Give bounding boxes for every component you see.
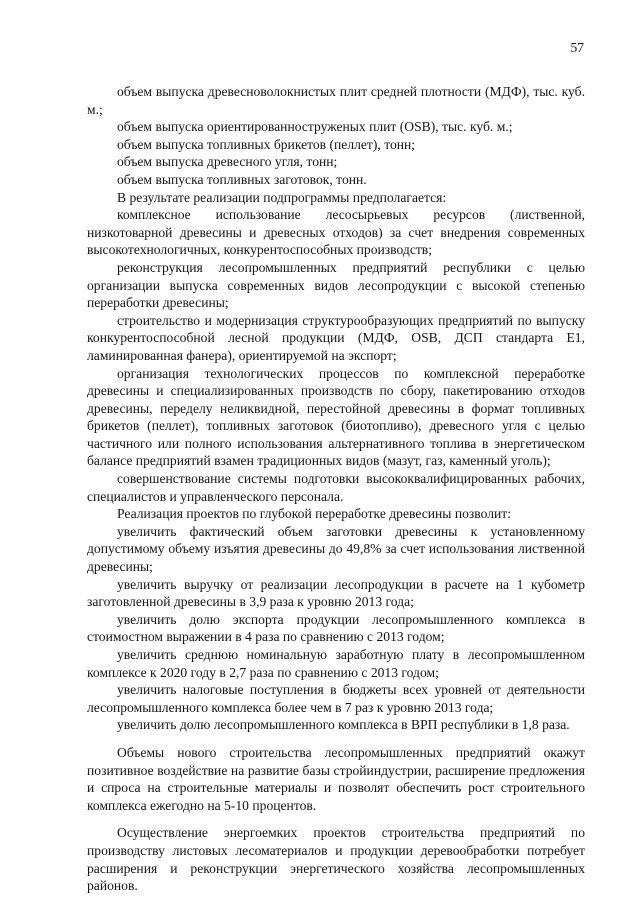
construction-paragraph: Объемы нового строительства лесопромышленных предприятий окажут позитивное воздействие на развитие базы стройиндустрии, расширение предложения и спроса на строительные материалы и позволят обеспечить рост строительного комплекса ежегодно на 5-10 процентов.	[87, 744, 585, 813]
project-effect-item: увеличить долю экспорта продукции лесопромышленного комплекса в стоимостном выражении в 4 раза по сравнению с 2013 годом;	[87, 611, 585, 645]
expected-result-item: строительство и модернизация структурообразующих предприятий по выпуску конкурентоспособной лесной продукции (МДФ, OSB, ДСП стандарта Е1, ламинированная фанера), ориентируемой на экспорт;	[87, 312, 585, 363]
expected-result-item: совершенствование системы подготовки высококвалифицированных рабочих, специалистов и управленческого персонала.	[87, 471, 585, 504]
indicator-osb: объем выпуска ориентированноструженых плит (OSB), тыс. куб. м.;	[117, 119, 513, 135]
expected-result-item: реконструкция лесопромышленных предприятий республики с целью организации выпуска современных видов лесопродукции с высокой степенью переработки древесины;	[87, 259, 585, 311]
indicator-mdf: объем выпуска древесноволокнистых плит средней плотности (МДФ), тыс. куб. м.;	[87, 84, 585, 117]
expected-results-intro: В результате реализации подпрограммы предполагается:	[117, 189, 447, 205]
energy-paragraph: Осуществление энергоемких проектов строительства предприятий по производству листовых лесоматериалов и продукции деревообработки потребует расширения и реконструкции энергетического хозяйства лесопромышленных районов.	[87, 825, 585, 894]
projects-intro: Реализация проектов по глубокой переработке древесины позволит:	[117, 506, 511, 522]
project-effect-item: увеличить выручку от реализации лесопродукции в расчете на 1 кубометр заготовленной древесины в 3,9 раза к уровню 2013 года;	[87, 576, 585, 610]
project-effect-item: увеличить среднюю номинальную заработную плату в лесопромышленном комплексе к 2020 году в 2,7 раза по сравнению с 2013 годом;	[87, 647, 585, 680]
project-effect-item: увеличить долю лесопромышленного комплекса в ВРП республики в 1,8 раза.	[117, 717, 570, 733]
indicator-fuel-blanks: объем выпуска топливных заготовок, тонн.	[117, 171, 367, 187]
project-effect-item: увеличить налоговые поступления в бюджеты всех уровней от деятельности лесопромышленного комплекса более чем в 7 раз к уровню 2013 года;	[87, 682, 585, 715]
indicator-charcoal: объем выпуска древесного угля, тонн;	[117, 154, 338, 170]
document-body	[87, 83, 585, 895]
indicator-pellets: объем выпуска топливных брикетов (пеллет), тонн;	[117, 136, 416, 152]
expected-result-item: комплексное использование лесосырьевых ресурсов (лиственной, низкотоварной древесины и древесных отходов) за счет внедрения современных высокотехнологичных, конкурентоспособных производств;	[87, 207, 585, 258]
project-effect-item: увеличить фактический объем заготовки древесины к установленному допустимому объему изъятия древесины до 49,8% за счет использования лиственной древесины;	[87, 523, 585, 575]
page-number: 57	[570, 40, 584, 55]
expected-result-item: организация технологических процессов по комплексной переработке древесины и специализированных производств по сбору, пакетированию отходов древесины, переделу неликвидной, перестойной древесины в формат топливных брикетов (пеллет), топливных заготовок (биотопливо), древесного угля с целью частичного или полного использования альтернативного топлива в энергетическом балансе предприятий взамен традиционных видов (мазут, газ, каменный уголь);	[87, 365, 585, 469]
